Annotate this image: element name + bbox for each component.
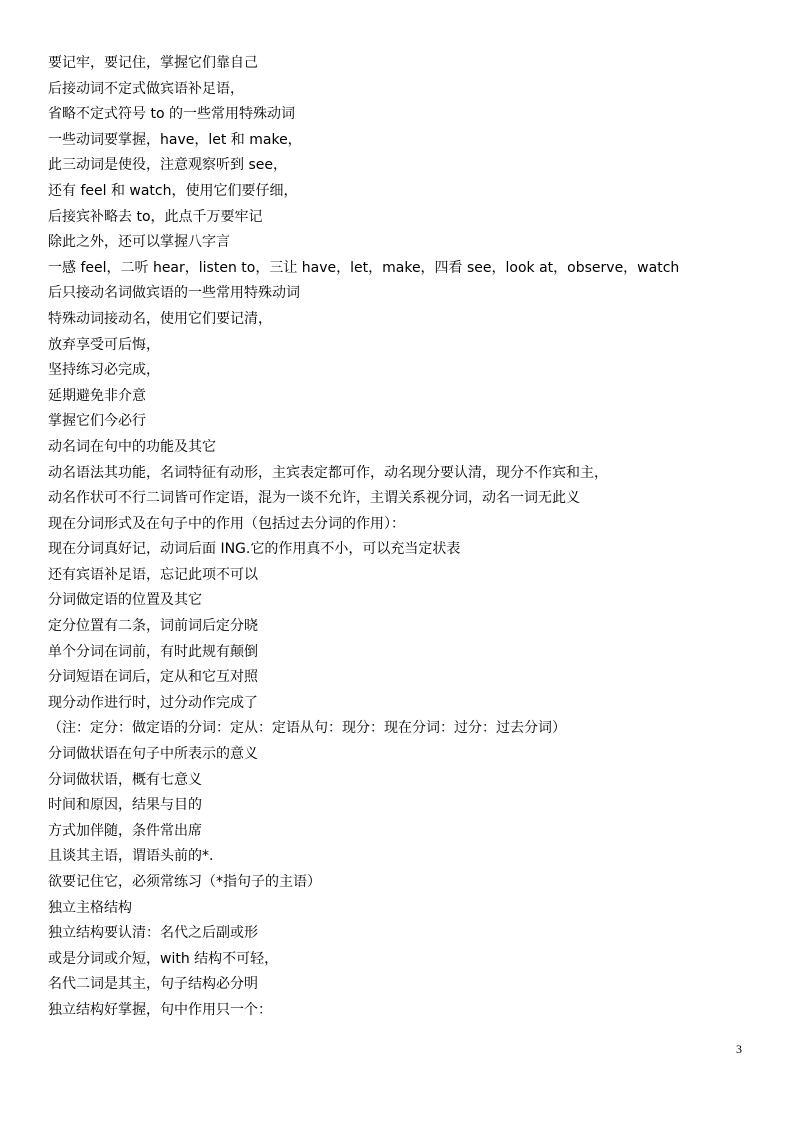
text-line: 后接宾补略去 to，此点千万要牢记 <box>48 208 263 225</box>
text-line: 省略不定式符号 to 的一些常用特殊动词 <box>48 106 295 123</box>
text-line: 独立结构要认清：名代之后副或形 <box>48 925 258 942</box>
text-line: 还有宾语补足语，忘记此项不可以 <box>48 566 258 583</box>
text-line: 现分动作进行时，过分动作完成了 <box>48 694 258 711</box>
text-line: 掌握它们今必行 <box>48 413 146 430</box>
text-line: 还有 feel 和 watch，使用它们要仔细， <box>48 182 298 199</box>
text-line: 一些动词要掌握，have，let 和 make， <box>48 131 302 148</box>
text-line: 后接动词不定式做宾语补足语， <box>48 80 244 97</box>
text-line: 时间和原因，结果与目的 <box>48 797 202 814</box>
page-number: 3 <box>736 1042 742 1056</box>
text-line: 动名作状可不行二词皆可作定语，混为一谈不允许，主谓关系视分词，动名一词无此义 <box>48 490 580 507</box>
text-line: 坚持练习必完成， <box>48 362 160 379</box>
text-line: 动名语法其功能，名词特征有动形，主宾表定都可作，动名现分要认清，现分不作宾和主， <box>48 464 608 481</box>
text-line: 欲要记住它，必须常练习（*指句子的主语） <box>48 874 321 890</box>
text-line: 现在分词真好记，动词后面 ING.它的作用真不小，可以充当定状表 <box>48 541 461 558</box>
text-line: 独立结构好掌握，句中作用只一个： <box>48 1001 272 1018</box>
text-body <box>48 51 748 1024</box>
text-line: 分词短语在词后，定从和它互对照 <box>48 669 258 686</box>
text-line: 单个分词在词前，有时此规有颠倒 <box>48 643 258 660</box>
text-line: （注：定分：做定语的分词：定从：定语从句：现分：现在分词：过分：过去分词） <box>48 720 566 737</box>
text-line: 方式加伴随，条件常出席 <box>48 822 202 839</box>
text-line: 放弃享受可后悔， <box>48 336 160 353</box>
text-line: 分词做定语的位置及其它 <box>48 592 202 609</box>
text-line: 现在分词形式及在句子中的作用（包括过去分词的作用）： <box>48 515 405 532</box>
text-line: 定分位置有二条，词前词后定分晓 <box>48 618 258 635</box>
text-line: 后只接动名词做宾语的一些常用特殊动词 <box>48 285 300 302</box>
text-line: 一感 feel，二听 hear，listen to，三让 have，let，make，四看 see，look at，observe，watch <box>48 259 680 276</box>
text-line: 特殊动词接动名，使用它们要记清， <box>48 310 272 327</box>
text-line: 且谈其主语，谓语头前的*. <box>48 848 214 865</box>
text-line: 独立主格结构 <box>48 899 132 916</box>
text-line: 分词做状语在句子中所表示的意义 <box>48 746 258 763</box>
text-line: 此三动词是使役，注意观察听到 see， <box>48 157 287 174</box>
text-line: 或是分词或介短，with 结构不可轻， <box>48 950 279 967</box>
text-line: 动名词在句中的功能及其它 <box>48 438 216 455</box>
text-line: 延期避免非介意 <box>48 387 146 404</box>
text-line: 分词做状语，概有七意义 <box>48 771 202 788</box>
text-line: 名代二词是其主，句子结构必分明 <box>48 976 258 993</box>
text-line: 要记牢，要记住，掌握它们靠自己 <box>48 55 258 71</box>
text-line: 除此之外，还可以掌握八字言 <box>48 234 230 251</box>
